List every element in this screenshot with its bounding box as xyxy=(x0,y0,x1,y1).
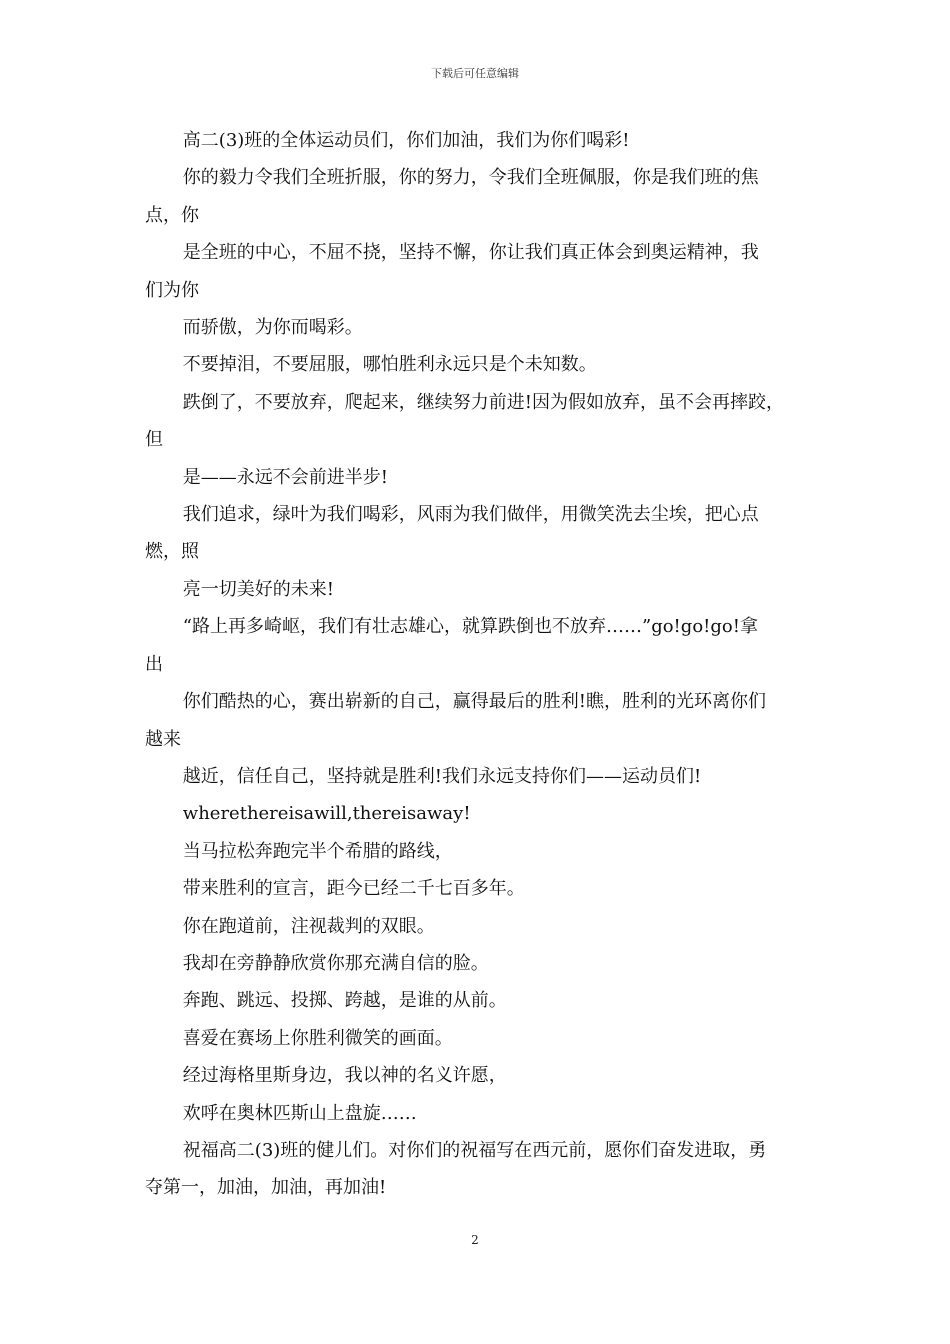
paragraph-21: 欢呼在奥林匹斯山上盘旋…… xyxy=(182,1102,417,1124)
paragraph-13: wherethereisawill,thereisaway! xyxy=(182,803,471,825)
paragraph-20: 经过海格里斯身边，我以神的名义许愿， xyxy=(182,1065,507,1087)
paragraph-2-continuation: 点，你 xyxy=(145,204,199,226)
paragraph-4: 而骄傲，为你而喝彩。 xyxy=(182,317,363,339)
paragraph-8: 我们追求，绿叶为我们喝彩，风雨为我们做伴，用微笑洗去尘埃，把心点 xyxy=(182,504,759,526)
paragraph-3: 是全班的中心，不屈不挠，坚持不懈，你让我们真正体会到奥运精神，我 xyxy=(182,242,759,264)
paragraph-10: “路上再多崎岖，我们有壮志雄心，就算跌倒也不放弃……”go!go!go!拿 xyxy=(182,616,758,638)
paragraph-2: 你的毅力令我们全班折服，你的努力，令我们全班佩服，你是我们班的焦 xyxy=(182,167,759,189)
paragraph-8-continuation: 燃，照 xyxy=(145,541,199,563)
paragraph-14: 当马拉松奔跑完半个希腊的路线， xyxy=(182,840,453,862)
document-body xyxy=(145,122,822,1207)
paragraph-5: 不要掉泪，不要屈服，哪怕胜利永远只是个未知数。 xyxy=(182,354,597,376)
paragraph-1: 高二(3)班的全体运动员们，你们加油，我们为你们喝彩! xyxy=(182,130,630,151)
paragraph-3-continuation: 们为你 xyxy=(145,279,199,301)
paragraph-18: 奔跑、跳远、投掷、跨越，是谁的从前。 xyxy=(182,990,507,1012)
paragraph-16: 你在跑道前，注视裁判的双眼。 xyxy=(182,915,435,937)
paragraph-15: 带来胜利的宣言，距今已经二千七百多年。 xyxy=(182,878,525,900)
paragraph-10-continuation: 出 xyxy=(145,653,163,675)
paragraph-19: 喜爱在赛场上你胜利微笑的画面。 xyxy=(182,1027,453,1049)
page-header: 下载后可任意编辑 xyxy=(431,67,519,80)
paragraph-7: 是——永远不会前进半步! xyxy=(182,466,389,488)
paragraph-6: 跌倒了，不要放弃，爬起来，继续努力前进!因为假如放弃，虽不会再摔跤， xyxy=(182,391,785,413)
paragraph-9: 亮一切美好的未来! xyxy=(182,578,335,600)
paragraph-12: 越近，信任自己，坚持就是胜利!我们永远支持你们——运动员们! xyxy=(182,765,702,787)
paragraph-11: 你们酷热的心，赛出崭新的自己，赢得最后的胜利!瞧，胜利的光环离你们 xyxy=(182,691,767,713)
paragraph-11-continuation: 越来 xyxy=(145,728,181,750)
paragraph-17: 我却在旁静静欣赏你那充满自信的脸。 xyxy=(182,952,489,974)
paragraph-6-continuation: 但 xyxy=(145,429,163,451)
paragraph-22-continuation: 夺第一，加油，加油，再加油! xyxy=(145,1177,387,1199)
page-number: 2 xyxy=(471,1233,479,1247)
paragraph-22: 祝福高二(3)班的健儿们。对你们的祝福写在西元前，愿你们奋发进取，勇 xyxy=(182,1139,767,1161)
